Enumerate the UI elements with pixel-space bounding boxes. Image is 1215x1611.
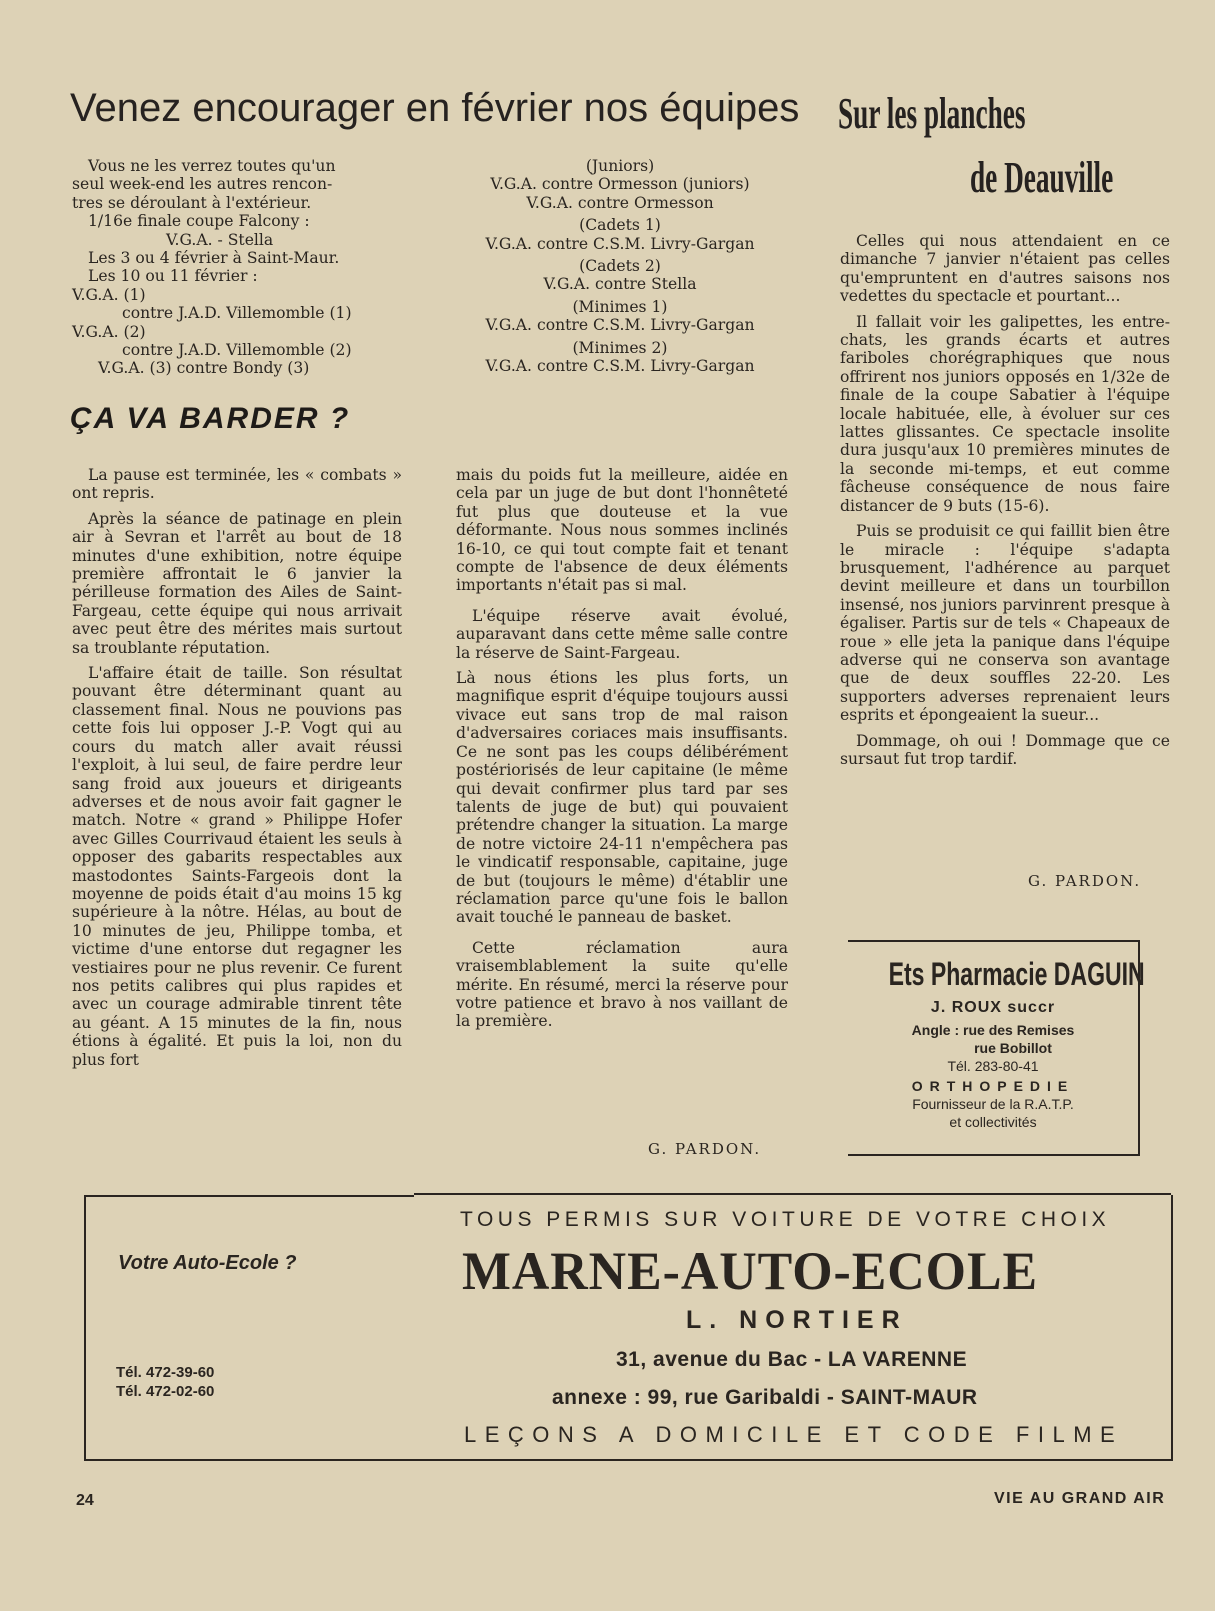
auto-ecole-name: MARNE-AUTO-ECOLE: [462, 1241, 1039, 1301]
paragraph: L'affaire était de taille. Son résultat pouvant être déterminant quant au classement final. Nous ne pouvions pas cette fois lui opposer J.-P. Vogt qui au cours du match aller avait réussi l'exploit, à lui seul, de faire perdre leur sang froid aux joueurs et dirigeants adverses et de nous avoir fait gagner le match. Notre « grand » Philippe Hofer avec Gilles Courrivaud étaient les seuls à opposer des gabarits respectables aux mastodontes Saints-Fargeois dont la moyenne de poids était d'au moins 15 kg supérieure à la nôtre. Hélas, au bout de 10 minutes de jeu, Philippe tomba, et victime d'une entorse dut regagner les vestiaires pour ne plus revenir. Ce furent nos petits calibres qui plus rapides et avec un courage admirable tinrent tête au géant. A 15 minutes de la fin, nous étions à égalité. Et puis la loi, non du plus fort: [72, 664, 402, 1069]
auto-ecole-phone2: Tél. 472-02-60: [116, 1383, 215, 1400]
schedule-line: V.G.A. contre C.S.M. Livry-Gargan: [485, 357, 755, 376]
schedule-line: V.G.A. (2): [72, 322, 146, 341]
pharmacy-address-label: Angle :: [911, 1022, 960, 1038]
pharmacy-address-line1: [848, 1021, 1138, 1039]
pharmacy-phone: Tél. 283-80-41: [947, 1058, 1039, 1074]
paragraph: Après la séance de patinage en plein air à Sevran et l'arrêt au bout de 18 minutes d'une exhibition, notre équipe première affrontait le 6 janvier la périlleuse formation des Ailes de Saint-Fargeau, cette équipe qui nous arrivait avec peut être des mérites mais surtout sa troublante réputation.: [72, 509, 402, 657]
paragraph: Là nous étions les plus forts, un magnifique esprit d'équipe toujours aussi vivace eut sans trop de mal raison d'adversaires coriaces mais insuffisants. Ce ne sont pas les coups délibérément postériorisés de leur capitaine (le même qui devait confirmer plus tard par ses talents de juge de but) qui pouvaient prétendre changer la situation. La marge de notre victoire 24-11 n'empêchera pas le vindicatif responsable, capitaine, juge de but (toujours le même) d'établir une réclamation parce qu'une fois le ballon avait touché le panneau de basket.: [456, 669, 788, 927]
article1-col1: [72, 466, 402, 1076]
schedule-line: V.G.A. (3) contre Bondy (3): [98, 359, 310, 378]
pharmacy-successor: J. ROUX succr: [930, 999, 1056, 1016]
right-title-line1: Sur les planches: [838, 89, 1026, 138]
paragraph: La pause est terminée, les « combats » ont repris.: [72, 466, 402, 503]
article2-signature: G. PARDON.: [1028, 872, 1142, 890]
schedule-line: Vous ne les verrez toutes qu'un: [88, 157, 336, 175]
right-title-line2: de Deauville: [970, 153, 1114, 202]
schedule-line: V.G.A. (1): [72, 285, 146, 304]
schedule-line: Les 3 ou 4 février à Saint-Maur.: [88, 249, 340, 268]
left-title: Venez encourager en février nos équipes: [70, 86, 800, 130]
auto-ecole-lessons: LEÇONS A DOMICILE ET CODE FILME: [464, 1422, 1124, 1447]
article1-signature: G. PARDON.: [648, 1140, 762, 1158]
schedule-line: (Minimes 2): [572, 338, 668, 357]
paragraph: Il fallait voir les galipettes, les entre-chats, les grands écarts et autres fariboles chorégraphiques que nous offrirent nos juniors opposés en 1/32e de finale de la coupe Sabatier à l'équipe locale habituée, elle, à évoluer sur ces lattes glissantes. Ce spectacle insolite dura jusqu'aux 10 premières minutes de la seconde mi-temps, et eut comme fâcheuse conséquence de nous faire distancer de 9 buts (15-6).: [840, 312, 1170, 515]
schedule-line: V.G.A. contre Ormesson: [526, 193, 714, 212]
paragraph: mais du poids fut la meilleure, aidée en cela par un juge de but dont l'honnêteté fut plus que douteuse et la vue déformante. Nous nous sommes inclinés 16-10, ce qui tout compte fait et tenant compte de l'absence de deux éléments importants n'était pas si mal.: [456, 466, 788, 595]
pharmacy-name: Ets Pharmacie DAGUIN: [888, 956, 1145, 992]
paragraph: L'équipe réserve avait évolué, auparavant dans cette même salle contre la réserve de Saint-Fargeau.: [456, 606, 788, 662]
pharmacy-supplier2: et collectivités: [949, 1114, 1037, 1130]
page-number: 24: [76, 1492, 94, 1509]
pharmacy-address1: rue des Remises: [963, 1022, 1075, 1038]
schedule-line: Les 10 ou 11 février :: [88, 267, 258, 286]
paragraph: Dommage, oh oui ! Dommage que ce sursaut fut trop tardif.: [840, 731, 1170, 768]
schedule-line: V.G.A. - Stella: [166, 230, 274, 249]
pharmacy-address2: rue Bobillot: [974, 1040, 1052, 1056]
pharmacy-ad: [848, 940, 1145, 1156]
schedule-line: (Cadets 1): [579, 216, 661, 235]
schedule-line: (Cadets 2): [579, 257, 661, 276]
pharmacy-specialty: ORTHOPEDIE: [911, 1078, 1075, 1094]
schedule-line: 1/16e finale coupe Falcony :: [88, 212, 310, 231]
auto-ecole-address: 31, avenue du Bac - LA VARENNE: [616, 1348, 968, 1371]
schedule-col2: [452, 157, 788, 375]
schedule-line: V.G.A. contre C.S.M. Livry-Gargan: [485, 316, 755, 335]
pharmacy-supplier1: Fournisseur de la R.A.T.P.: [912, 1096, 1074, 1112]
article2: [840, 232, 1170, 775]
schedule-line: V.G.A. contre C.S.M. Livry-Gargan: [485, 234, 755, 253]
section-heading: ÇA VA BARDER ?: [70, 402, 351, 435]
paragraph: Puis se produisit ce qui faillit bien être le miracle : l'équipe s'adapta brusquement, l'adhérence au parquet devint meilleure et dans un tourbillon insensé, nos juniors parvinrent presque à égaliser. Partis sur de tels « Chapeaux de roue » elle jeta la panique dans l'équipe adverse qui ne conserva son avantage que de deux souffles 22-20. Les supporters adverses reprenaient leurs esprits et épongeaient la sueur...: [840, 522, 1170, 725]
schedule-line: seul week-end les autres rencon-: [72, 175, 333, 194]
schedule-col1: [72, 157, 402, 378]
schedule-line: V.G.A. contre Stella: [543, 275, 697, 294]
schedule-line: contre J.A.D. Villemomble (2): [122, 341, 352, 360]
schedule-line: tres se déroulant à l'extérieur.: [72, 193, 312, 212]
paragraph: Cette réclamation aura vraisemblablement la suite qu'elle mérite. En résumé, merci la réserve pour votre patience et bravo à nos vaillant de la première.: [456, 938, 788, 1031]
auto-ecole-phone1: Tél. 472-39-60: [116, 1364, 215, 1381]
article1-col2: [456, 466, 788, 1038]
auto-ecole-annexe: annexe : 99, rue Garibaldi - SAINT-MAUR: [552, 1386, 978, 1409]
auto-ecole-tagline: TOUS PERMIS SUR VOITURE DE VOTRE CHOIX: [460, 1208, 1111, 1231]
magazine-name: VIE AU GRAND AIR: [994, 1490, 1166, 1507]
schedule-line: V.G.A. contre Ormesson (juniors): [490, 175, 750, 194]
schedule-line: contre J.A.D. Villemomble (1): [122, 304, 352, 323]
auto-ecole-owner: L. NORTIER: [686, 1306, 908, 1334]
auto-ecole-question: Votre Auto-Ecole ?: [118, 1252, 297, 1274]
schedule-line: (Minimes 1): [572, 297, 668, 316]
paragraph: Celles qui nous attendaient en ce dimanche 7 janvier n'étaient pas celles qu'empruntent en d'autres saisons nos vedettes du spectacle et pourtant...: [840, 232, 1170, 306]
schedule-line: (Juniors): [585, 157, 655, 175]
